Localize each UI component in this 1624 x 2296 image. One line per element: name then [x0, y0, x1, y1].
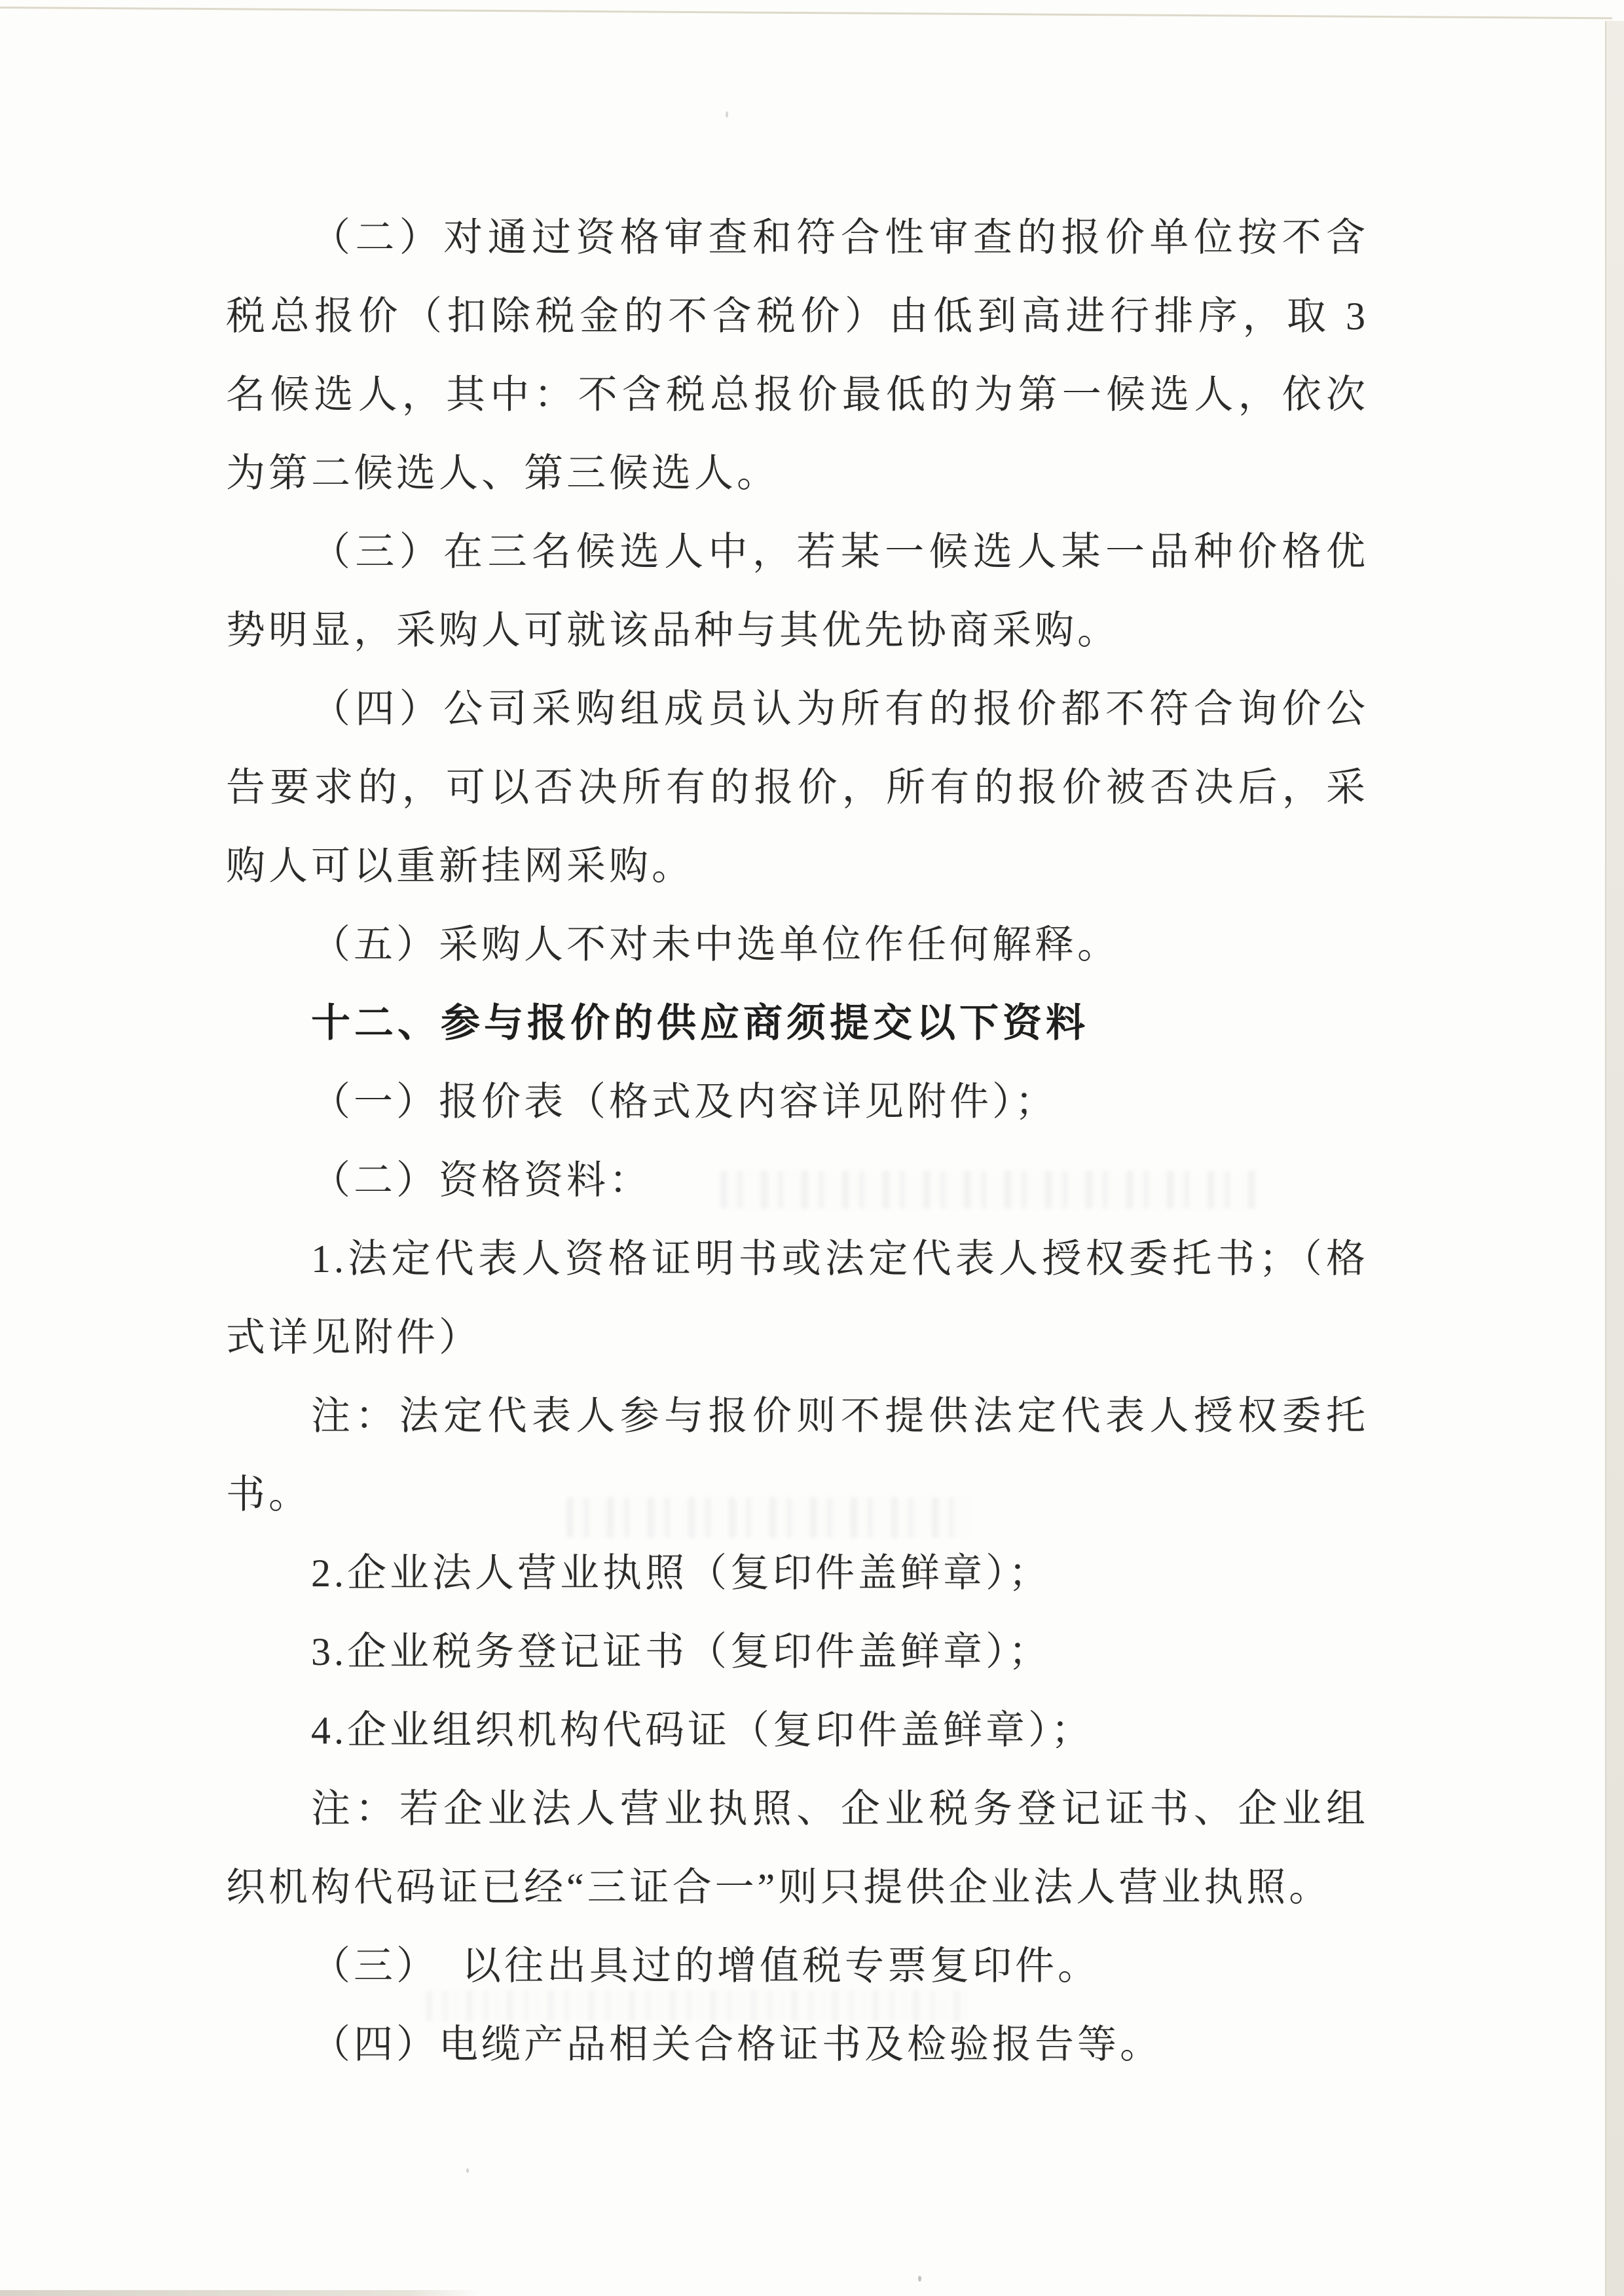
text-line: 注：法定代表人参与报价则不提供法定代表人授权委托: [311, 1394, 1369, 1438]
text-line: （五）采购人不对未中选单位作任何解释。: [311, 923, 1120, 966]
text-line: 税总报价（扣除税金的不含税价）由低到高进行排序，取 3: [226, 295, 1369, 338]
scan-top-edge-artifact: [0, 7, 1612, 19]
text-line: （三）在三名候选人中，若某一候选人某一品种价格优: [311, 530, 1369, 574]
document-text: [226, 198, 1369, 2084]
text-line: 购人可以重新挂网采购。: [226, 845, 694, 888]
text-line: 为第二候选人、第三候选人。: [226, 452, 779, 495]
text-line: 4.企业组织机构代码证（复印件盖鲜章）；: [311, 1709, 1094, 1752]
text-line: （四）电缆产品相关合格证书及检验报告等。: [311, 2023, 1162, 2066]
text-line: （一）报价表（格式及内容详见附件）；: [311, 1080, 1058, 1123]
text-line: 告要求的，可以否决所有的报价，所有的报价被否决后，采: [226, 766, 1369, 809]
text-line: 注：若企业法人营业执照、企业税务登记证书、企业组: [311, 1787, 1369, 1831]
text-line: 名候选人，其中：不含税总报价最低的为第一候选人，依次: [226, 373, 1369, 416]
scan-right-edge-band: [1605, 21, 1624, 2296]
text-line: （二）对通过资格审查和符合性审查的报价单位按不含: [311, 216, 1369, 259]
scan-speck: [918, 2276, 921, 2282]
text-line: 1.法定代表人资格证明书或法定代表人授权委托书；（格: [311, 1237, 1369, 1281]
text-line: 2.企业法人营业执照（复印件盖鲜章）；: [311, 1552, 1051, 1595]
text-line: 3.企业税务登记证书（复印件盖鲜章）；: [311, 1630, 1051, 1673]
text-line: （四）公司采购组成员认为所有的报价都不符合询价公: [311, 687, 1369, 731]
scan-speck: [726, 111, 728, 118]
text-line: （二）资格资料：: [311, 1159, 652, 1202]
section-heading: 十二、参与报价的供应商须提交以下资料: [311, 1001, 1089, 1045]
scan-bottom-edge-artifact: [0, 2290, 481, 2296]
text-line: 织机构代码证已经“三证合一”则只提供企业法人营业执照。: [226, 1866, 1332, 1909]
text-line: （三） 以往出具过的增值税专票复印件。: [311, 1944, 1100, 1988]
scan-speck: [466, 2168, 469, 2173]
text-line: 式详见附件）: [226, 1316, 481, 1359]
text-line: 势明显，采购人可就该品种与其优先协商采购。: [226, 609, 1120, 652]
text-line: 书。: [226, 1473, 311, 1516]
